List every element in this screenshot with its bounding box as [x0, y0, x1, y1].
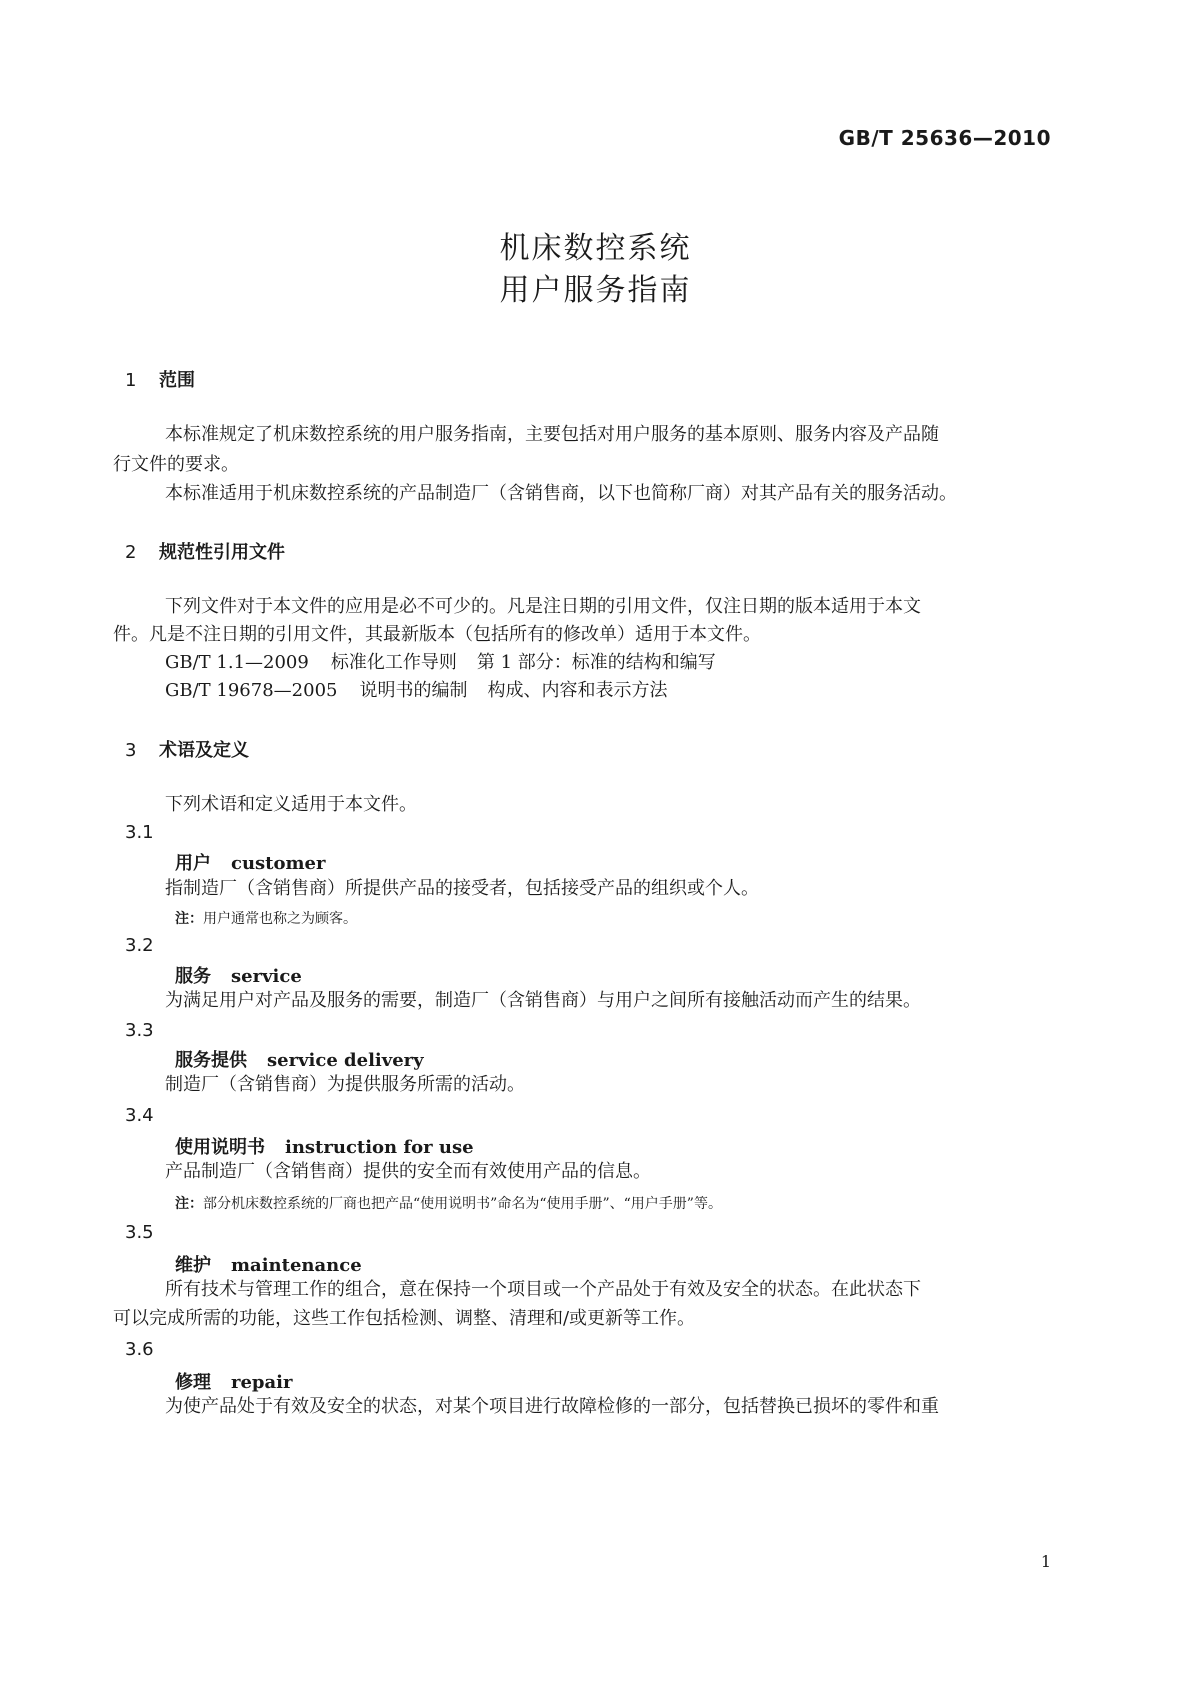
- term-en: instruction for use: [285, 1137, 474, 1158]
- term-en: customer: [231, 853, 326, 874]
- term-en: service: [231, 966, 302, 987]
- paragraph-line: 本标准规定了机床数控系统的用户服务指南，主要包括对用户服务的基本原则、服务内容及产品随: [165, 424, 939, 445]
- section-number: 1: [125, 370, 137, 391]
- term-heading: [175, 1133, 474, 1159]
- term-heading: [175, 1251, 362, 1277]
- clause-number: 3.2: [125, 935, 154, 956]
- term-heading: [175, 1368, 293, 1394]
- term-heading: [175, 962, 302, 988]
- reference-code: GB/T 19678—2005: [165, 680, 338, 701]
- page-number: 1: [1040, 1552, 1051, 1571]
- section-heading: [125, 736, 249, 762]
- paragraph-line: 行文件的要求。: [113, 454, 239, 475]
- clause-number: 3.6: [125, 1339, 154, 1360]
- note-text: 用户通常也称之为顾客。: [203, 911, 357, 927]
- title-line-1: 机床数控系统: [499, 231, 692, 266]
- note-text: 部分机床数控系统的厂商也把产品“使用说明书”命名为“使用手册”、“用户手册”等。: [203, 1196, 722, 1212]
- clause-number: 3.5: [125, 1222, 154, 1243]
- reference-subtitle: 第 1 部分：标准的结构和编写: [476, 652, 716, 673]
- paragraph-line: 下列术语和定义适用于本文件。: [165, 794, 417, 815]
- reference-item: [165, 678, 667, 704]
- term-zh: 使用说明书: [175, 1137, 265, 1158]
- term-zh: 维护: [175, 1255, 211, 1276]
- section-title: 范围: [159, 370, 195, 391]
- term-heading: [175, 849, 325, 875]
- term-definition: 所有技术与管理工作的组合，意在保持一个项目或一个产品处于有效及安全的状态。在此状态下: [165, 1279, 921, 1300]
- term-definition: 为满足用户对产品及服务的需要，制造厂（含销售商）与用户之间所有接触活动而产生的结果。: [165, 990, 921, 1011]
- term-definition: 制造厂（含销售商）为提供服务所需的活动。: [165, 1074, 525, 1095]
- paragraph-line: 件。凡是不注日期的引用文件，其最新版本（包括所有的修改单）适用于本文件。: [113, 624, 761, 645]
- term-note: [175, 1193, 722, 1213]
- clause-number: 3.3: [125, 1020, 154, 1041]
- term-heading: [175, 1046, 424, 1072]
- document-title: [0, 228, 1191, 312]
- term-definition: 指制造厂（含销售商）所提供产品的接受者，包括接受产品的组织或个人。: [165, 878, 759, 899]
- reference-title: 标准化工作导则: [330, 652, 457, 673]
- term-note: [175, 908, 357, 928]
- reference-code: GB/T 1.1—2009: [165, 652, 309, 673]
- section-title: 术语及定义: [159, 740, 249, 761]
- paragraph-line: 下列文件对于本文件的应用是必不可少的。凡是注日期的引用文件，仅注日期的版本适用于本文: [165, 596, 921, 617]
- clause-number: 3.1: [125, 822, 154, 843]
- section-number: 2: [125, 542, 137, 563]
- title-line-2: 用户服务指南: [499, 273, 692, 308]
- note-label: 注：: [175, 1196, 203, 1212]
- section-number: 3: [125, 740, 137, 761]
- term-zh: 用户: [175, 853, 211, 874]
- term-en: repair: [231, 1372, 293, 1393]
- reference-subtitle: 构成、内容和表示方法: [487, 680, 668, 701]
- term-zh: 服务提供: [175, 1050, 247, 1071]
- term-definition: 可以完成所需的功能，这些工作包括检测、调整、清理和/或更新等工作。: [113, 1308, 696, 1329]
- term-definition: 为使产品处于有效及安全的状态，对某个项目进行故障检修的一部分，包括替换已损坏的零件和重: [165, 1396, 939, 1417]
- section-heading: [125, 366, 195, 392]
- note-label: 注：: [175, 911, 203, 927]
- paragraph-line: 本标准适用于机床数控系统的产品制造厂（含销售商，以下也简称厂商）对其产品有关的服务活动。: [165, 483, 957, 504]
- term-zh: 服务: [175, 966, 211, 987]
- term-zh: 修理: [175, 1372, 211, 1393]
- reference-title: 说明书的编制: [359, 680, 468, 701]
- clause-number: 3.4: [125, 1105, 154, 1126]
- section-heading: [125, 538, 285, 564]
- term-en: maintenance: [231, 1255, 362, 1276]
- term-definition: 产品制造厂（含销售商）提供的安全而有效使用产品的信息。: [165, 1161, 651, 1182]
- standard-number: GB/T 25636—2010: [838, 126, 1051, 150]
- term-en: service delivery: [267, 1050, 424, 1071]
- reference-item: [165, 650, 716, 676]
- section-title: 规范性引用文件: [159, 542, 285, 563]
